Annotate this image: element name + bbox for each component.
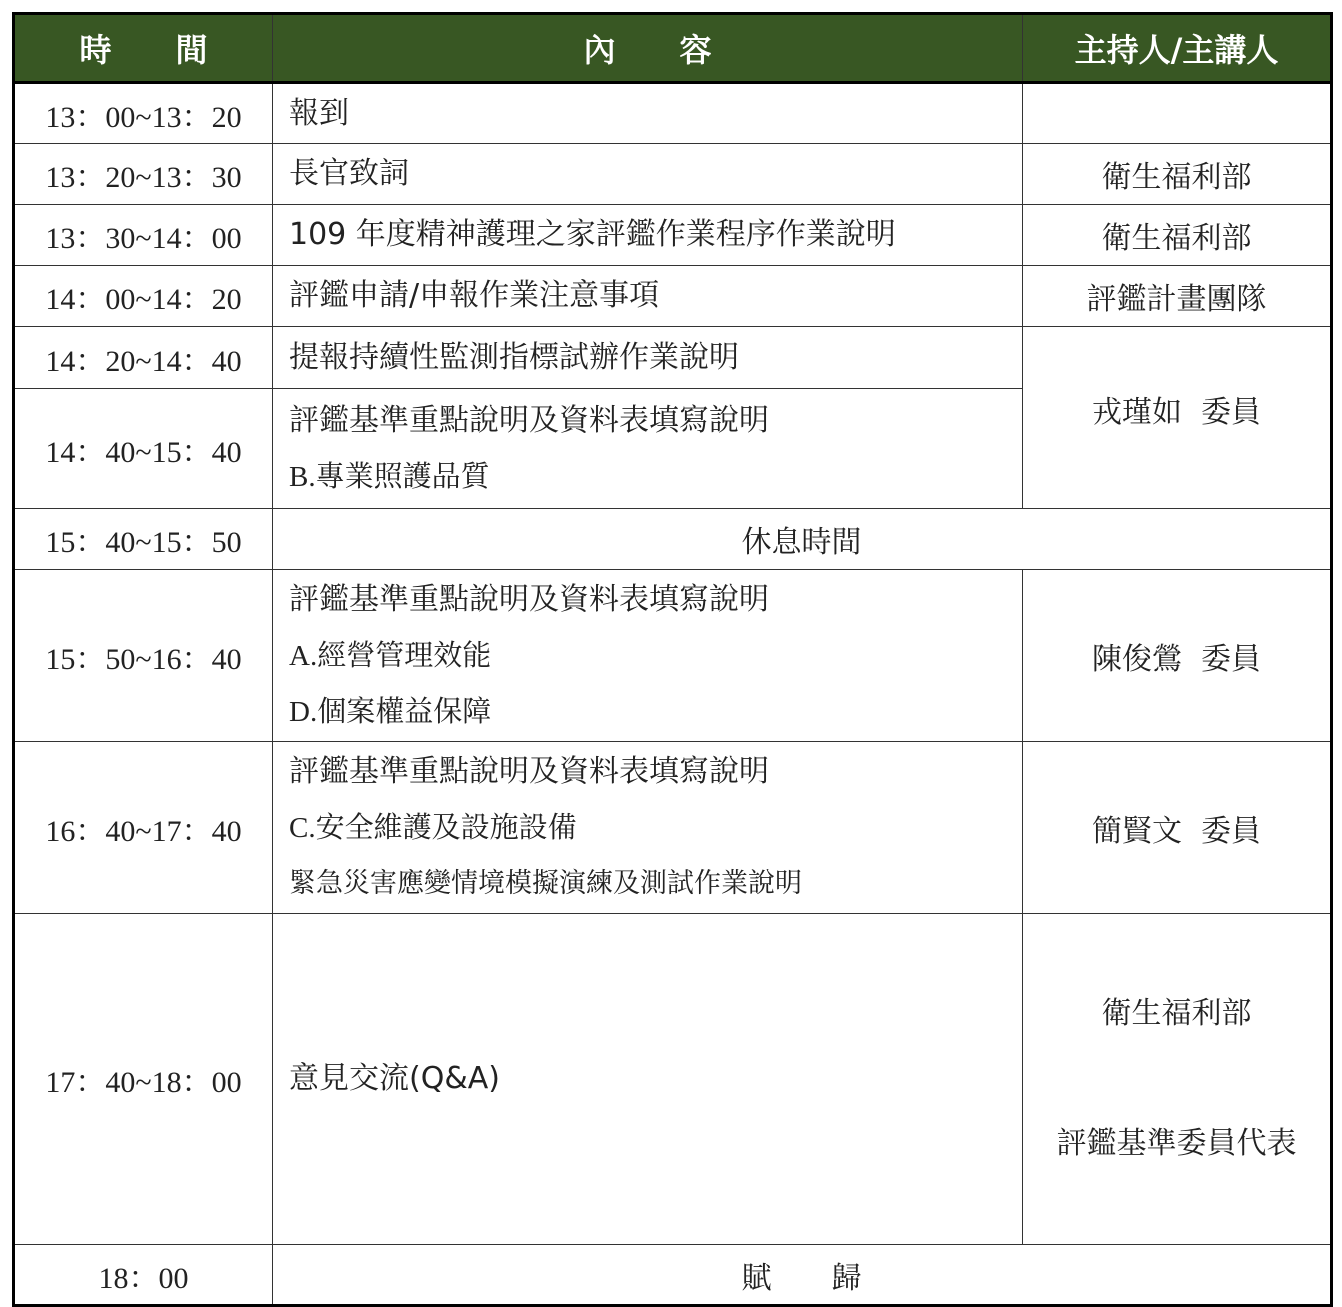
table-row <box>14 266 1332 327</box>
host-cell: 陳俊鶯 委員 <box>1023 570 1332 742</box>
content-line: 評鑑基準重點說明及資料表填寫說明 <box>289 581 769 617</box>
table-row <box>14 570 1332 742</box>
content-cell <box>273 742 1023 914</box>
content-line: 109 年度精神護理之家評鑑作業程序作業說明 <box>289 217 896 252</box>
content-line: 評鑑基準重點說明及資料表填寫說明 <box>289 402 769 438</box>
host-line: 衛生福利部 <box>1101 996 1252 1031</box>
content-subline: C.安全維護及設施設備 <box>289 811 577 844</box>
time-cell: 13：30~14：00 <box>14 205 273 266</box>
header-row <box>14 14 1332 83</box>
time-cell: 14：40~15：40 <box>14 389 273 509</box>
header-host: 主持人/主講人 <box>1023 14 1332 83</box>
table-row <box>14 509 1332 570</box>
time-cell: 13：00~13：20 <box>14 83 273 144</box>
content-subline: B.專業照護品質 <box>289 460 490 493</box>
table-row <box>14 742 1332 914</box>
content-line: 評鑑申請/申報作業注意事項 <box>289 278 660 313</box>
content-line: 評鑑基準重點說明及資料表填寫說明 <box>289 753 769 789</box>
header-time: 時 間 <box>14 14 273 83</box>
table-row <box>14 144 1332 205</box>
time-cell: 17：40~18：00 <box>14 914 273 1245</box>
host-cell <box>1023 914 1332 1245</box>
host-cell: 評鑑計畫團隊 <box>1023 266 1332 327</box>
content-subline: 緊急災害應變情境模擬演練及測試作業說明 <box>289 867 802 899</box>
time-cell: 15：40~15：50 <box>14 509 273 570</box>
header-content: 內 容 <box>273 14 1023 83</box>
content-cell <box>273 83 1023 144</box>
time-cell: 14：20~14：40 <box>14 327 273 389</box>
content-cell <box>273 570 1023 742</box>
time-cell: 14：00~14：20 <box>14 266 273 327</box>
host-line: 評鑑基準委員代表 <box>1056 1126 1297 1161</box>
content-cell <box>273 327 1023 389</box>
content-line: 長官致詞 <box>289 156 409 191</box>
host-cell <box>1023 83 1332 144</box>
table-row <box>14 83 1332 144</box>
content-line: 意見交流(Q&A) <box>289 1061 500 1096</box>
time-cell: 15：50~16：40 <box>14 570 273 742</box>
host-cell: 衛生福利部 <box>1023 144 1332 205</box>
content-cell <box>273 389 1023 509</box>
content-cell <box>273 205 1023 266</box>
content-line: 報到 <box>289 95 349 131</box>
content-line: 提報持續性監測指標試辦作業說明 <box>289 339 739 375</box>
table-row <box>14 914 1332 1245</box>
time-cell: 18：00 <box>14 1245 273 1306</box>
content-subline: D.個案權益保障 <box>289 695 492 728</box>
content-cell <box>273 266 1023 327</box>
table-row <box>14 327 1332 389</box>
time-cell: 16：40~17：40 <box>14 742 273 914</box>
content-subline: A.經營管理效能 <box>289 639 492 672</box>
agenda-table <box>12 12 1333 1307</box>
closing-cell: 賦 歸 <box>273 1245 1332 1306</box>
time-cell: 13：20~13：30 <box>14 144 273 205</box>
table-row <box>14 1245 1332 1306</box>
break-cell: 休息時間 <box>273 509 1332 570</box>
content-cell <box>273 914 1023 1245</box>
host-cell: 戎瑾如 委員 <box>1023 327 1332 509</box>
host-cell: 簡賢文 委員 <box>1023 742 1332 914</box>
content-cell <box>273 144 1023 205</box>
host-cell: 衛生福利部 <box>1023 205 1332 266</box>
table-row <box>14 205 1332 266</box>
